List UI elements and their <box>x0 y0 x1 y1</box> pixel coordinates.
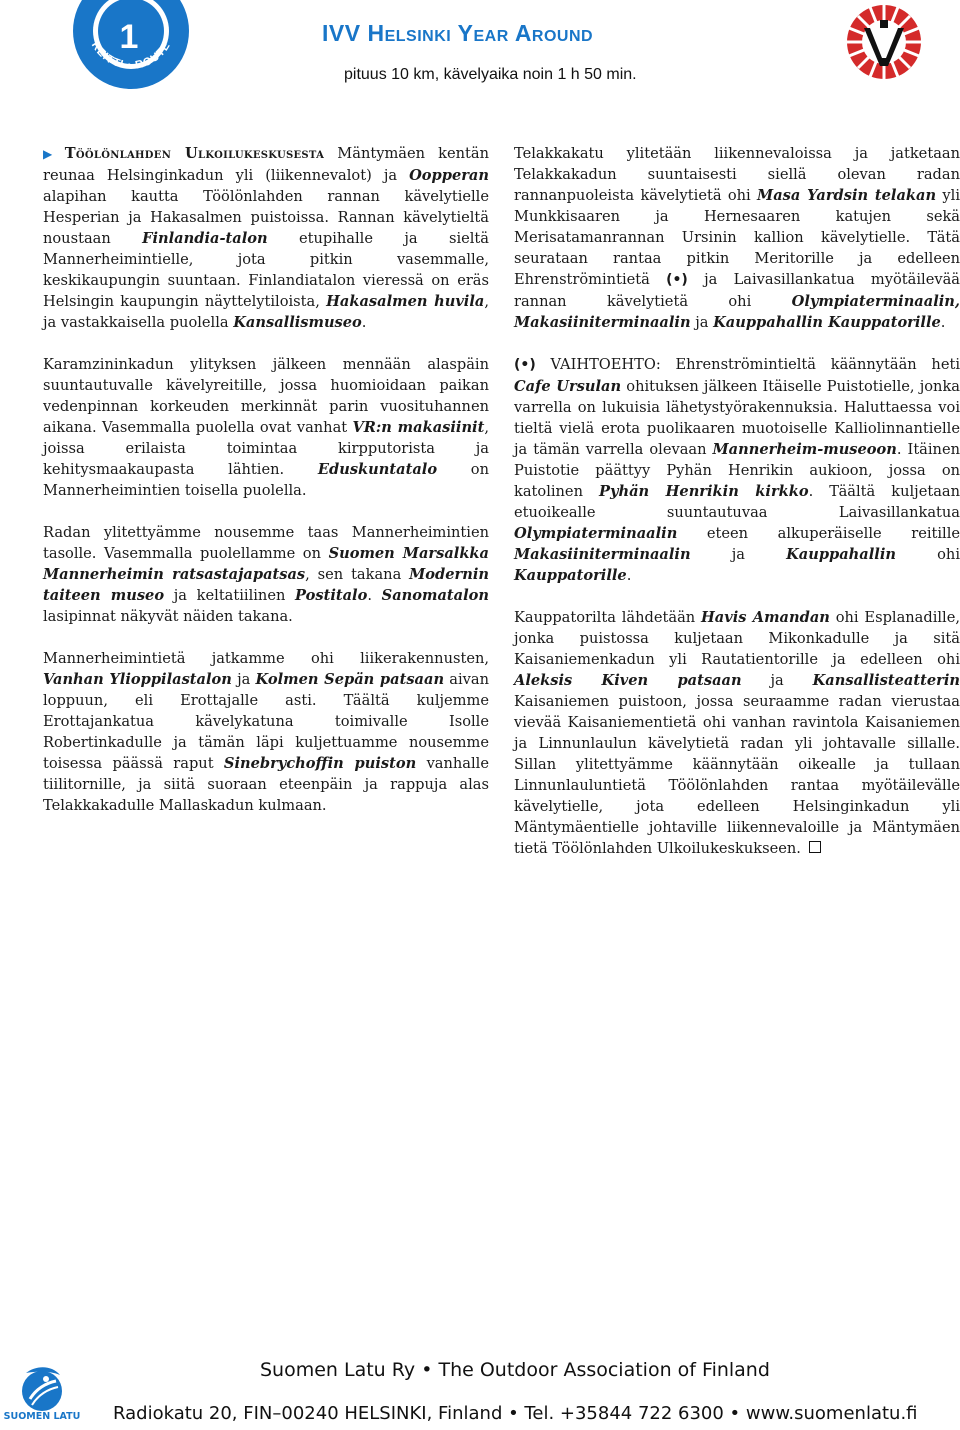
place-name: Kolmen Sepän patsaan <box>255 671 445 688</box>
left-column <box>43 143 489 837</box>
text: . <box>626 567 632 584</box>
text: , joissa erilaista toimintaa kirpputorista ja kehitysmaakaupasta lähtien. <box>43 419 489 478</box>
place-name: Eduskuntatalo <box>317 461 438 478</box>
arrow-right-icon: ▶ <box>43 147 61 161</box>
place-name: Pyhän Henrikin kirkko <box>599 483 809 500</box>
text: . <box>940 314 946 331</box>
place-name: Suomen Marsalkka Mannerheimin ratsastajapatsas <box>43 545 489 583</box>
place-name: Aleksis Kiven patsaan <box>514 672 742 689</box>
paragraph <box>43 522 489 627</box>
text: lasipinnat näkyvät näiden takana. <box>43 608 293 625</box>
text: eteen alkuperäiselle reitille <box>677 525 960 542</box>
route-subtitle: pituus 10 km, kävelyaika noin 1 h 50 min. <box>344 66 637 83</box>
text: Kaisaniemen puistoon, jossa seuraamme radan vierustaa vievää Kaisaniementietä ohi vanhan ravintola Kaisaniemen ja Linnunlaulun kävelytietä radan yli johtavalle sillalle. Sillan ylitettyämme käännytään oikealle ja tullaan Linnunlauluntietä Töölönlahden rantaa myötäilevälle kävelytielle, jota edelleen Helsinginkadun yli Mäntymäentielle johtaville liikennevaloille ja Mäntymäen tietä Töölönlahden Ulkoilukeskukseen. <box>514 693 960 857</box>
place-name: Kauppahallin <box>786 546 896 563</box>
place-name: Mannerheim-museoon <box>712 441 897 458</box>
paragraph <box>43 648 489 816</box>
alternative-marker: (•) <box>514 357 536 373</box>
paragraph <box>514 143 960 333</box>
place-name: Sanomatalon <box>381 587 489 604</box>
place-name: Sinebrychoffin puiston <box>223 755 417 772</box>
place-name: Modernin taiteen museo <box>43 566 489 604</box>
place-name: Oopperan <box>409 167 489 184</box>
text: Radan ylitettyämme nousemme taas Mannerheimintien tasolle. Vasemmalla puolellamme on <box>43 524 489 562</box>
text: ja <box>741 672 813 689</box>
place-name: Kauppatorille <box>514 567 627 584</box>
place-name: Makasiiniterminaalin <box>514 546 691 563</box>
ivv-logo <box>846 4 922 80</box>
paragraph <box>43 143 489 333</box>
paragraph <box>514 607 960 859</box>
text: ja keltatiilinen <box>164 587 296 604</box>
text: , sen takana <box>305 566 410 583</box>
place-name: Vanhan Ylioppilastalon <box>43 671 232 688</box>
paragraph <box>43 354 489 501</box>
text: aivan loppuun, eli Erottajalle asti. Täältä kuljemme Erottajankatua kävelykatuna toimivalle Isolle Robertinkadulle ja tämän läpi kuljettuamme nousemme toisessa päässä raput <box>43 671 489 772</box>
text: ja <box>231 671 256 688</box>
text: ja <box>690 314 714 331</box>
text: ohituksen jälkeen Itäiselle Puistotielle, jonka varrella on lukuisia lähetystyörakennuksia. Haluttaessa voi tieltä vielä erota puolikaaren muotoiselle Kalliolinnantielle ja tämän varrella olevaan <box>514 378 960 458</box>
text: vanhalle tiilitornille, ja siitä suoraan eteenpäin ja rappuja alas Telakkakadulle Mallaskadun kulmaan. <box>43 755 489 814</box>
text: Mäntymäen kentän reunaa Helsinginkadun yli (liikennevalot) ja <box>43 145 489 184</box>
route-number: 1 <box>119 18 139 56</box>
place-name: Kansallisteatterin <box>812 672 960 689</box>
place-name: Havis Amandan <box>701 609 830 626</box>
place-name: Kauppahallin Kauppatorille <box>713 314 941 331</box>
place-name: Finlandia-talon <box>142 230 268 247</box>
text: on Mannerheimintien toisella puolella. <box>43 461 489 499</box>
square-outline-icon <box>809 841 821 853</box>
place-name: VR:n makasiinit <box>352 419 485 436</box>
route-badge <box>72 0 190 90</box>
text: yli Munkkisaaren ja Hernesaaren katujen sekä Merisatamanrannan Ursinin kallion kävelytielle. Tätä seurataan rantaa pitkin Meritorille ja edelleen Ehrenströmintietä <box>514 187 960 288</box>
page-title: IVV Helsinki Year Around <box>322 20 594 46</box>
right-column <box>514 143 960 880</box>
place-name: Postitalo <box>295 587 368 604</box>
text: Telakkakatu ylitetään liikennevaloissa ja jatketaan Telakkakadun suuntaisesti siellä olevan radan rannanpuoleista kävelytietä ohi <box>514 145 960 204</box>
footer-organization: Suomen Latu Ry • The Outdoor Association of Finland <box>260 1359 770 1381</box>
footer-address: Radiokatu 20, FIN–00240 HELSINKI, Finland • Tel. +35844 722 6300 • www.suomenlatu.fi <box>113 1403 918 1424</box>
place-name: Olympiaterminaalin, Makasiiniterminaalin <box>514 293 960 331</box>
text: . Itäinen Puistotie päättyy Pyhän Henrikin aukioon, jossa on katolinen <box>514 441 960 500</box>
text: Mannerheimintietä jatkamme ohi liikerakennusten, <box>43 650 489 667</box>
text: ohi Esplanadille, jonka puistossa kuljetaan Mikonkadulle ja sitä Kaisaniemenkadun yli Rautatientorille ja edelleen ohi <box>514 609 960 668</box>
place-name: Olympiaterminaalin <box>514 525 678 542</box>
route-label: REITTI • ROUTE <box>88 39 174 72</box>
text: Karamzininkadun ylityksen jälkeen mennään alaspäin suuntautuvalle kävelyreitille, jossa huomioidaan paikan vedenpinnan korkeuden merkinnät parin vuosituhannen aikana. Vasemmalla puolella ovat vanhat <box>43 356 489 436</box>
logo-text: SUOMEN LATU <box>3 1411 81 1422</box>
text: . Täältä kuljetaan etuoikealle suuntautuvaa Laivasillankatua <box>514 483 960 521</box>
text: alapihan kautta Töölönlahden rannan kävelytielle Hesperian ja Hakasalmen puistoissa. Rannan kävelytieltä noustaan <box>43 188 489 247</box>
text: . <box>367 587 382 604</box>
section-heading: Töölönlahden Ulkoilukeskusesta <box>64 145 325 162</box>
text: . <box>361 314 367 331</box>
text: ja Laivasillankatua myötäilevää rannan kävelytietä ohi <box>514 271 960 310</box>
place-name: Kansallismuseo <box>233 314 362 331</box>
text: , ja vastakkaisella puolella <box>43 293 489 331</box>
place-name: Cafe Ursulan <box>514 378 622 395</box>
alternative-marker: (•) <box>666 272 688 288</box>
place-name: Masa Yardsin telakan <box>757 187 937 204</box>
text: etupihalle ja sieltä Mannerheimintielle, jota pitkin vasemmalle, keskikaupungin suuntaan. Finlandiatalon vieressä on eräs Helsingin kaupungin näyttelytiloista, <box>43 230 489 310</box>
text: ja <box>690 546 787 563</box>
paragraph <box>514 354 960 586</box>
text: Kauppatorilta lähdetään <box>514 609 702 626</box>
text: ohi <box>896 546 960 563</box>
place-name: Hakasalmen huvila <box>326 293 485 310</box>
text: VAIHTOEHTO: Ehrenströmintieltä käännytään heti <box>535 356 960 373</box>
